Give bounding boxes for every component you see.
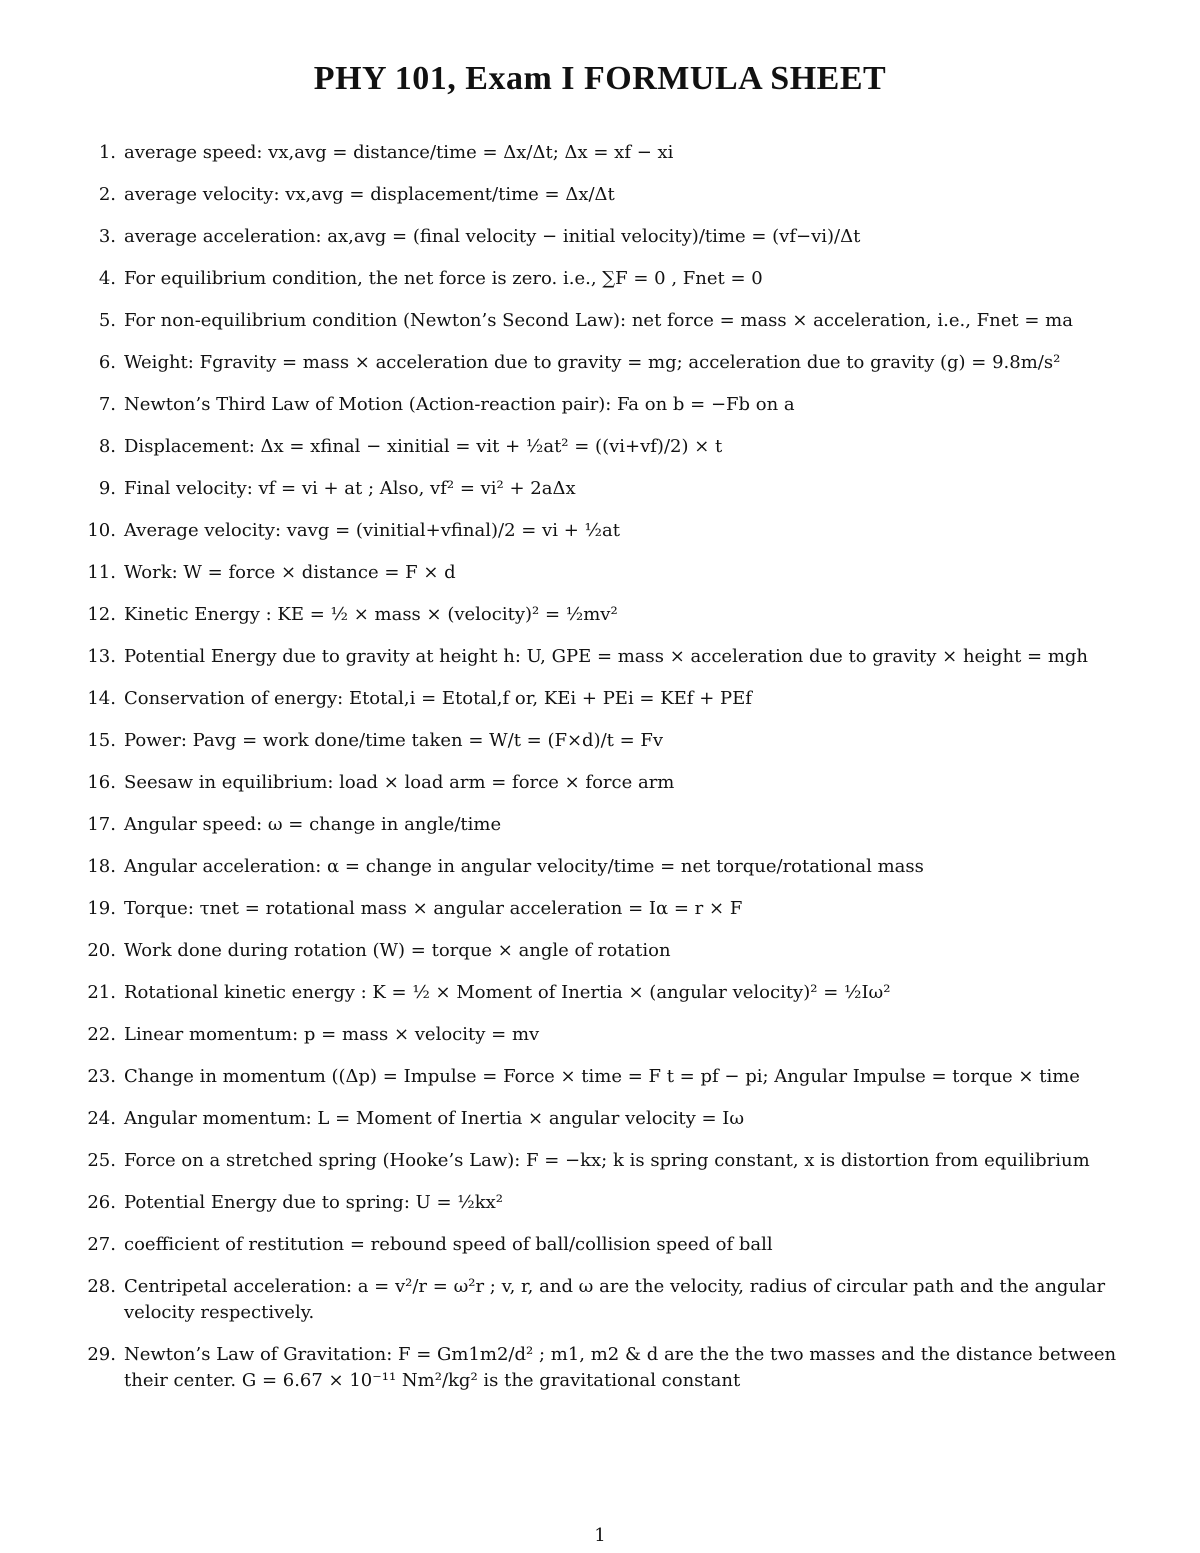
list-item [80,644,1130,670]
list-item [80,938,1130,964]
item-text: Newton’s Law of Gravitation: F = Gm1m2/d² ; m1, m2 & d are the the two masses and the distance between their center. G = 6.67 × 10⁻¹¹ Nm²/kg² is the gravitational constant [124,1344,1117,1391]
list-item [80,140,1130,166]
item-number: 28. [87,1276,116,1297]
list-item [80,602,1130,628]
item-number: 17. [87,814,116,835]
item-text: Displacement: Δx = xfinal − xinitial = vit + ½at² = ((vi+vf)/2) × t [124,436,723,457]
item-number: 9. [98,478,116,499]
item-text: coefficient of restitution = rebound speed of ball/collision speed of ball [124,1234,773,1255]
item-number: 10. [87,520,116,541]
item-number: 4. [98,268,116,289]
item-number: 21. [87,982,116,1003]
item-number: 1. [98,142,116,163]
item-text: Power: Pavg = work done/time taken = W/t = (F×d)/t = Fv [124,730,664,751]
item-number: 15. [87,730,116,751]
item-text: Force on a stretched spring (Hooke’s Law): F = −kx; k is spring constant, x is distortion from equilibrium [124,1150,1090,1171]
list-item [80,980,1130,1006]
item-number: 18. [87,856,116,877]
item-text: Linear momentum: p = mass × velocity = mv [124,1024,540,1045]
item-number: 24. [87,1108,116,1129]
item-number: 27. [87,1234,116,1255]
item-number: 8. [98,436,116,457]
item-number: 20. [87,940,116,961]
item-text: average acceleration: ax,avg = (final velocity − initial velocity)/time = (vf−vi)/Δt [124,226,861,247]
item-text: Change in momentum ((Δp) = Impulse = Force × time = F t = pf − pi; Angular Impulse = torque × time [124,1066,1080,1087]
list-item [80,896,1130,922]
item-text: Angular speed: ω = change in angle/time [124,814,502,835]
item-text: Work done during rotation (W) = torque × angle of rotation [124,940,671,961]
list-item [80,854,1130,880]
item-text: Weight: Fgravity = mass × acceleration due to gravity = mg; acceleration due to gravity (g) = 9.8m/s² [124,352,1061,373]
item-text: Potential Energy due to spring: U = ½kx² [124,1192,504,1213]
item-text: Angular acceleration: α = change in angular velocity/time = net torque/rotational mass [124,856,924,877]
item-number: 23. [87,1066,116,1087]
item-text: Rotational kinetic energy : K = ½ × Moment of Inertia × (angular velocity)² = ½Iω² [124,982,891,1003]
formula-list [80,140,1130,1410]
item-number: 2. [98,184,116,205]
item-text: Centripetal acceleration: a = v²/r = ω²r ; v, r, and ω are the velocity, radius of circular path and the angular velocity respectively. [124,1276,1106,1323]
item-number: 3. [98,226,116,247]
list-item [80,728,1130,754]
list-item [80,770,1130,796]
item-number: 14. [87,688,116,709]
list-item [80,560,1130,586]
item-text: Torque: τnet = rotational mass × angular acceleration = Iα = r × F [124,898,743,919]
item-text: average speed: vx,avg = distance/time = Δx/Δt; Δx = xf − xi [124,142,674,163]
item-text: For non-equilibrium condition (Newton’s Second Law): net force = mass × acceleration, i.e., Fnet = ma [124,310,1073,331]
item-text: Work: W = force × distance = F × d [124,562,456,583]
list-item [80,476,1130,502]
item-text: For equilibrium condition, the net force is zero. i.e., ∑F = 0 , Fnet = 0 [124,268,763,289]
item-number: 16. [87,772,116,793]
item-number: 12. [87,604,116,625]
item-number: 5. [98,310,116,331]
list-item [80,308,1130,334]
item-number: 7. [98,394,116,415]
item-text: Seesaw in equilibrium: load × load arm = force × force arm [124,772,675,793]
list-item [80,1106,1130,1132]
list-item [80,266,1130,292]
list-item [80,350,1130,376]
list-item [80,182,1130,208]
list-item [80,686,1130,712]
page-title: PHY 101, Exam I FORMULA SHEET [313,60,887,97]
item-text: Conservation of energy: Etotal,i = Etotal,f or, KEi + PEi = KEf + PEf [124,688,752,709]
item-text: Average velocity: vavg = (vinitial+vfinal)/2 = vi + ½at [124,520,620,541]
item-number: 11. [87,562,116,583]
list-item [80,1342,1130,1394]
item-text: average velocity: vx,avg = displacement/time = Δx/Δt [124,184,615,205]
item-number: 6. [98,352,116,373]
item-text: Potential Energy due to gravity at height h: U, GPE = mass × acceleration due to gravity × height = mgh [124,646,1089,667]
list-item [80,1022,1130,1048]
item-number: 29. [87,1344,116,1365]
page-number: 1 [594,1525,606,1546]
list-item [80,434,1130,460]
item-number: 26. [87,1192,116,1213]
list-item [80,224,1130,250]
list-item [80,392,1130,418]
list-item [80,1190,1130,1216]
list-item [80,1274,1130,1326]
list-item [80,518,1130,544]
list-item [80,812,1130,838]
item-number: 25. [87,1150,116,1171]
item-number: 19. [87,898,116,919]
item-number: 22. [87,1024,116,1045]
item-text: Kinetic Energy : KE = ½ × mass × (velocity)² = ½mv² [124,604,618,625]
item-number: 13. [87,646,116,667]
list-item [80,1232,1130,1258]
item-text: Angular momentum: L = Moment of Inertia × angular velocity = Iω [124,1108,745,1129]
list-item [80,1148,1130,1174]
list-item [80,1064,1130,1090]
item-text: Newton’s Third Law of Motion (Action-reaction pair): Fa on b = −Fb on a [124,394,795,415]
item-text: Final velocity: vf = vi + at ; Also, vf² = vi² + 2aΔx [124,478,576,499]
